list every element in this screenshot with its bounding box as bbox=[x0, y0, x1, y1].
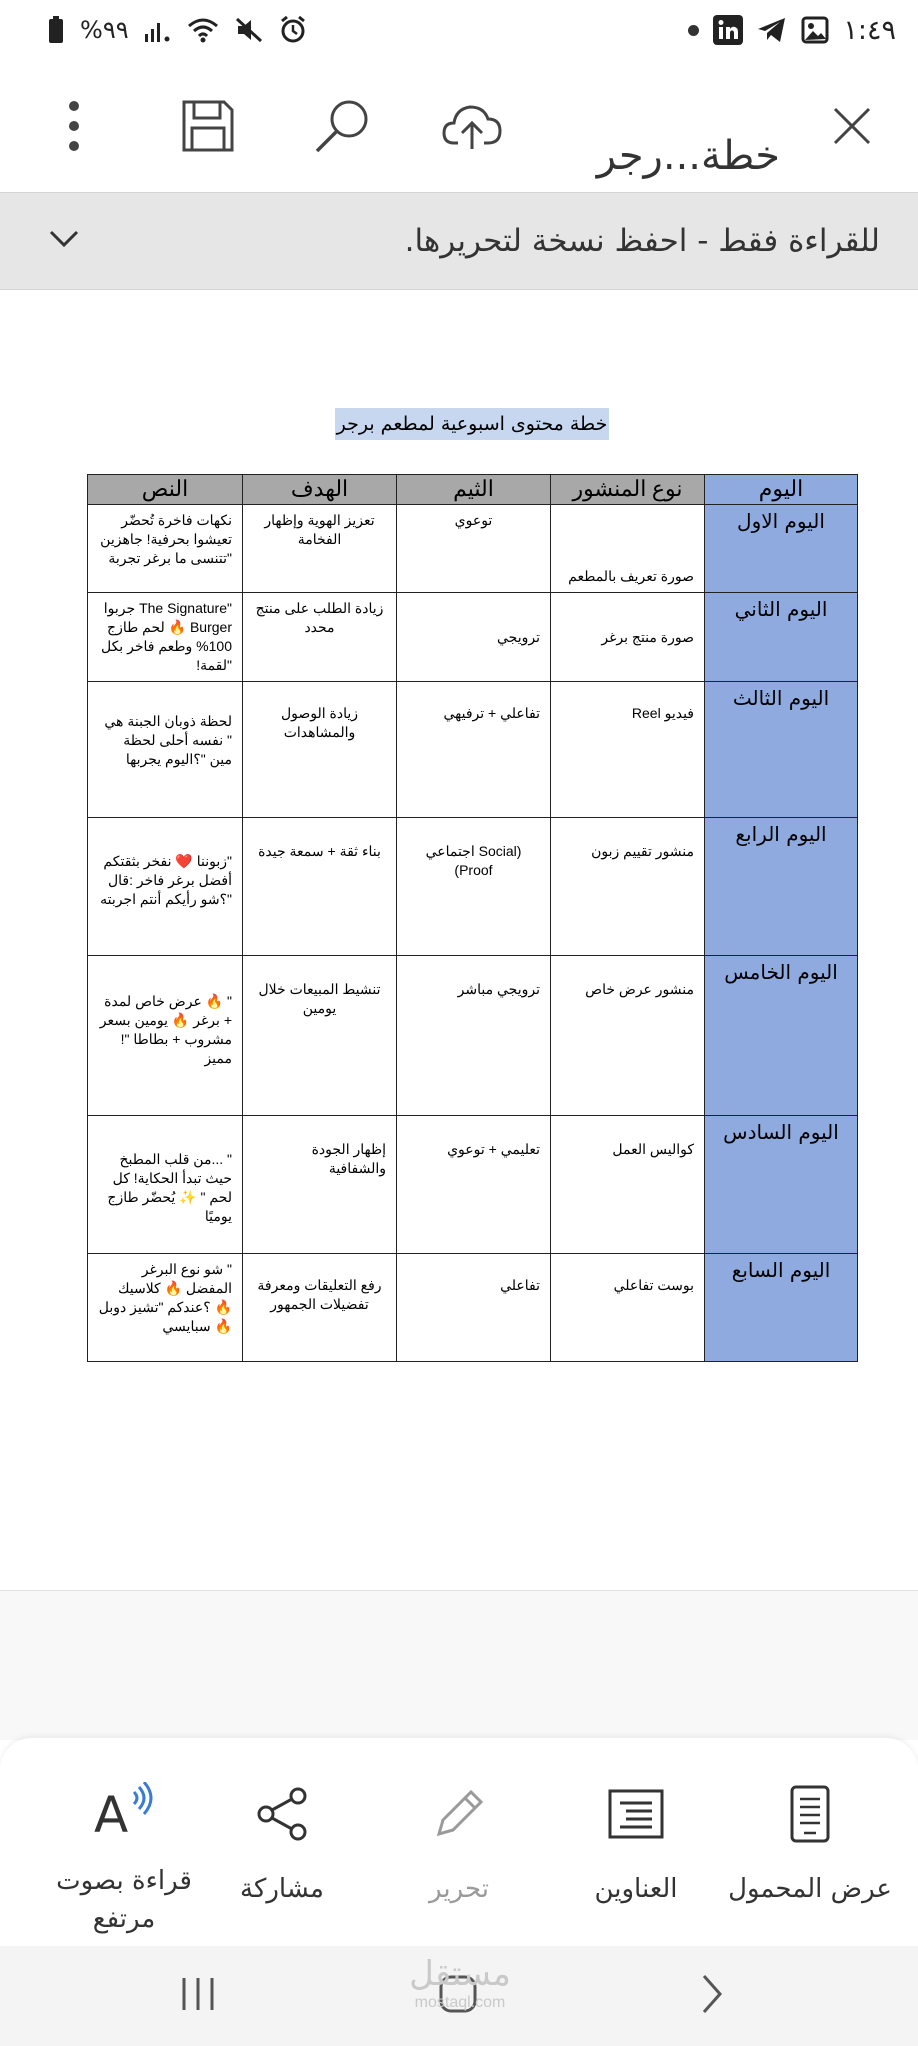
svg-text:A: A bbox=[94, 1786, 129, 1838]
telegram-icon bbox=[757, 17, 787, 43]
save-icon bbox=[180, 98, 236, 158]
recents-button[interactable] bbox=[168, 1968, 228, 2024]
header-type: نوع المنشور bbox=[551, 475, 705, 505]
save-button[interactable] bbox=[176, 96, 240, 160]
read-aloud-button[interactable] bbox=[34, 1778, 214, 1938]
header-day: اليوم bbox=[705, 475, 858, 505]
row-type: منشور عرض خاص bbox=[551, 956, 705, 1116]
content-plan-table bbox=[87, 474, 858, 1362]
mobile-view-label: عرض المحمول bbox=[728, 1874, 892, 1904]
row-day: اليوم الخامس bbox=[705, 956, 858, 1116]
actions-sheet bbox=[0, 1738, 918, 1946]
cloud-upload-icon bbox=[442, 101, 502, 155]
row-day: اليوم الثالث bbox=[705, 682, 858, 818]
watermark-url: mostaql.com bbox=[414, 1994, 506, 2011]
row-theme: توعوي bbox=[397, 505, 551, 593]
gallery-icon bbox=[801, 16, 829, 44]
row-theme: (Social اجتماعي Proof) bbox=[397, 818, 551, 956]
row-text: نكهات فاخرة تُحضّر تعيشوا بحرفية! جاهزين "تتنسى ما برغر تجربة bbox=[88, 505, 243, 593]
row-day: اليوم الاول bbox=[705, 505, 858, 593]
mobile-view-icon bbox=[774, 1778, 846, 1850]
expand-banner-button[interactable] bbox=[44, 223, 84, 259]
row-goal: بناء ثقة + سمعة جيدة bbox=[243, 818, 397, 956]
row-goal: تعزيز الهوية وإظهار الفخامة bbox=[243, 505, 397, 593]
table-header-row bbox=[88, 475, 858, 505]
row-goal: زيادة الطلب على منتج محدد bbox=[243, 593, 397, 682]
row-theme: تفاعلي + ترفيهي bbox=[397, 682, 551, 818]
document-title[interactable]: خطة...رجر bbox=[596, 133, 780, 179]
status-bar bbox=[0, 0, 918, 60]
edit-button[interactable] bbox=[369, 1778, 549, 1938]
headings-icon bbox=[600, 1778, 672, 1850]
row-goal: تنشيط المبيعات خلال يومين bbox=[243, 956, 397, 1116]
row-type: فيديو Reel bbox=[551, 682, 705, 818]
row-text: " 🔥 عرض خاص لمدة + برغر 🔥 يومين بسعر مشروب + بطاطا "!مميز bbox=[88, 956, 243, 1116]
table-row bbox=[88, 818, 858, 956]
row-type: كواليس العمل bbox=[551, 1116, 705, 1254]
row-text: لحظة ذوبان الجبنة هي " نفسه أحلى لحظة مين "؟اليوم يجربها bbox=[88, 682, 243, 818]
linkedin-icon bbox=[713, 15, 743, 45]
share-icon bbox=[246, 1778, 318, 1850]
recents-icon bbox=[178, 1976, 218, 2016]
status-bar-right bbox=[688, 12, 896, 48]
read-aloud-label: قراءة بصوت مرتفع bbox=[56, 1866, 192, 1934]
document-bottom-area bbox=[0, 1590, 918, 1740]
more-vertical-icon bbox=[64, 98, 84, 158]
table-row bbox=[88, 593, 858, 682]
row-text: " ...من قلب المطبخ حيث تبدأ الحكاية! كل لحم " ✨ يُحضّر طازج يوميًا bbox=[88, 1116, 243, 1254]
row-text: "The Signature جربوا Burger 🔥 لحم طازج 100% وطعم فاخر بكل "لقمة! bbox=[88, 593, 243, 682]
clock-time: ١:٤٩ bbox=[843, 14, 896, 46]
headings-button[interactable] bbox=[546, 1778, 726, 1938]
share-button[interactable] bbox=[192, 1778, 372, 1938]
row-day: اليوم الثاني bbox=[705, 593, 858, 682]
row-day: اليوم السادس bbox=[705, 1116, 858, 1254]
table-row bbox=[88, 1254, 858, 1362]
search-icon bbox=[313, 97, 371, 159]
row-goal: رفع التعليقات ومعرفة تفضيلات الجمهور bbox=[243, 1254, 397, 1362]
row-type: منشور تقييم زبون bbox=[551, 818, 705, 956]
close-button[interactable] bbox=[820, 96, 884, 160]
back-chevron-icon bbox=[700, 1974, 724, 2018]
header-goal: الهدف bbox=[243, 475, 397, 505]
row-theme: تعليمي + توعوي bbox=[397, 1116, 551, 1254]
row-day: اليوم الرابع bbox=[705, 818, 858, 956]
mobile-view-button[interactable] bbox=[720, 1778, 900, 1938]
edit-pencil-icon bbox=[423, 1778, 495, 1850]
header-theme: الثيم bbox=[397, 475, 551, 505]
watermark bbox=[405, 1954, 515, 2012]
mute-icon bbox=[235, 17, 263, 43]
doc-heading: خطة محتوى اسبوعية لمطعم برجر bbox=[335, 408, 609, 440]
row-goal: زيادة الوصول والمشاهدات bbox=[243, 682, 397, 818]
read-only-banner[interactable] bbox=[0, 192, 918, 290]
row-theme: ترويجي bbox=[397, 593, 551, 682]
search-button[interactable] bbox=[310, 96, 374, 160]
table-row bbox=[88, 682, 858, 818]
row-text: "زبوننا ❤️ نفخر بثقتكم أفضل برغر فاخر :قال "؟شو رأيكم أنتم اجربته bbox=[88, 818, 243, 956]
row-type: صورة منتج برغر bbox=[551, 593, 705, 682]
chevron-down-icon bbox=[49, 230, 79, 252]
system-nav-bar bbox=[0, 1946, 918, 2046]
signal-icon bbox=[145, 18, 171, 42]
alarm-icon bbox=[279, 16, 307, 44]
row-theme: تفاعلي bbox=[397, 1254, 551, 1362]
row-theme: ترويجي مباشر bbox=[397, 956, 551, 1116]
read-only-message: للقراءة فقط - احفظ نسخة لتحريرها. bbox=[404, 223, 880, 259]
notification-dot-icon bbox=[688, 25, 699, 36]
share-label: مشاركة bbox=[240, 1874, 324, 1904]
row-type: صورة تعريف بالمطعم bbox=[551, 505, 705, 593]
wifi-icon bbox=[187, 17, 219, 43]
more-options-button[interactable] bbox=[42, 96, 106, 160]
headings-label: العناوين bbox=[594, 1874, 678, 1904]
battery-icon bbox=[48, 16, 64, 44]
row-day: اليوم السابع bbox=[705, 1254, 858, 1362]
app-toolbar bbox=[0, 60, 918, 192]
close-icon bbox=[832, 106, 872, 150]
header-text: النص bbox=[88, 475, 243, 505]
upload-button[interactable] bbox=[440, 96, 504, 160]
document-page[interactable] bbox=[0, 290, 918, 1590]
table-row bbox=[88, 505, 858, 593]
watermark-text: مستقل bbox=[409, 1954, 511, 1994]
read-aloud-icon bbox=[88, 1778, 160, 1842]
status-bar-left bbox=[48, 12, 307, 48]
table-row bbox=[88, 1116, 858, 1254]
edit-label: تحرير bbox=[429, 1874, 489, 1904]
battery-percent: %٩٩ bbox=[80, 16, 129, 44]
row-type: بوست تفاعلي bbox=[551, 1254, 705, 1362]
table-row bbox=[88, 956, 858, 1116]
row-text: " شو نوع البرغر المفضل 🔥 كلاسيك 🔥 ؟عندكم "تشيز دوبل 🔥 سبايسي bbox=[88, 1254, 243, 1362]
back-button[interactable] bbox=[682, 1968, 742, 2024]
row-goal: إظهار الجودة والشفافية bbox=[243, 1116, 397, 1254]
